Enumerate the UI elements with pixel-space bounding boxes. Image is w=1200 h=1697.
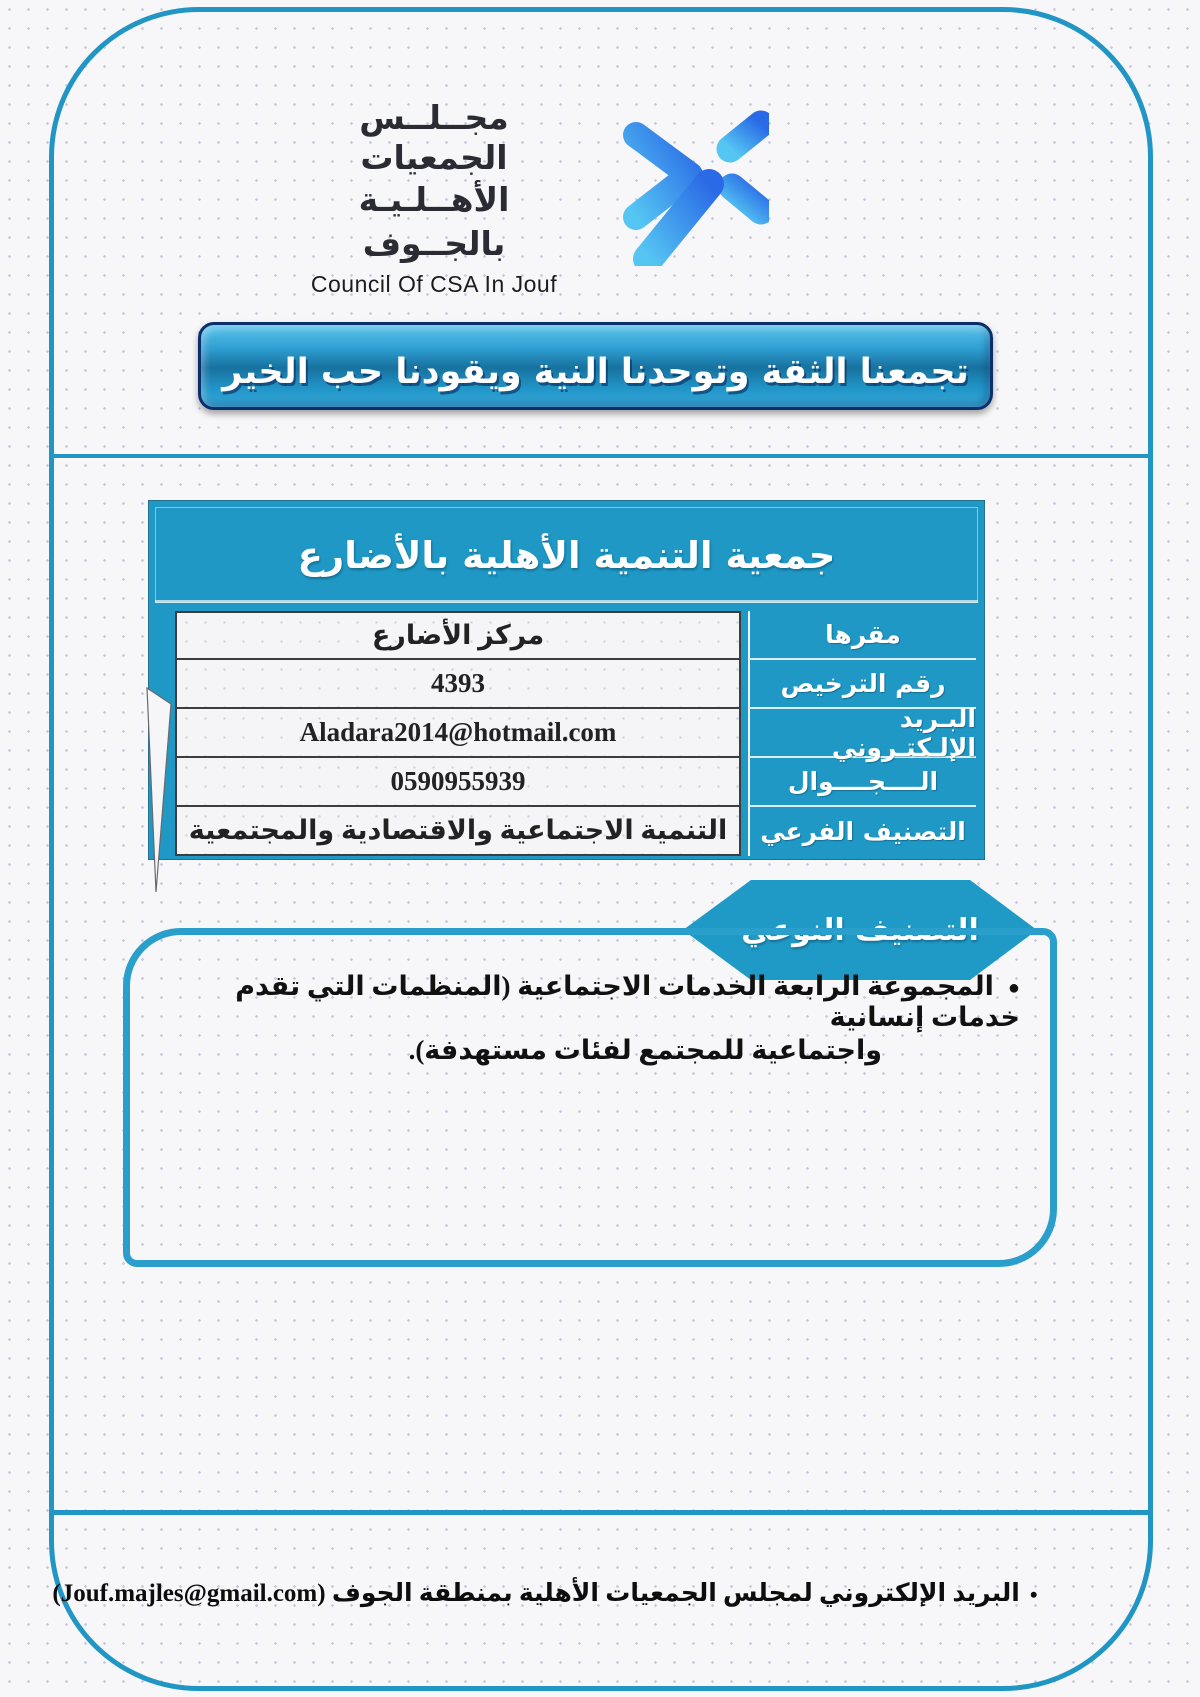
council-logo-text: [283, 98, 585, 302]
bottom-divider-line: [50, 1510, 1152, 1515]
bullet-icon: ●: [1007, 977, 1020, 1000]
table-cell-label: رقم الترخيص: [748, 660, 976, 709]
logo-arabic-line1: مجــلــس الجمعيات: [359, 98, 509, 177]
bullet-icon: •: [1029, 1582, 1038, 1608]
table-cell-label: مقرها: [748, 611, 976, 660]
classification-text-line1: [140, 971, 1020, 1033]
table-row: [149, 807, 984, 856]
logo-english-name: Council Of CSA In Jouf: [310, 271, 558, 297]
top-divider-line: [50, 454, 1152, 458]
table-cell-value: التنمية الاجتماعية والاقتصادية والمجتمعية: [175, 807, 741, 856]
table-cell-label: التصنيف الفرعي: [748, 807, 976, 856]
motto-banner: [198, 322, 993, 410]
footer-note: [0, 1578, 1090, 1608]
table-row: [149, 660, 984, 709]
page-curl-decoration: [145, 686, 175, 896]
table-row: [149, 703, 984, 762]
table-cell-value: Aladara2014@hotmail.com: [175, 709, 741, 758]
footer-text: البريد الإلكتروني لمجلس الجمعيات الأهلية بمنطقة الجوف (Jouf.majles@gmail.com): [52, 1580, 1020, 1607]
classification-line1-text: المجموعة الرابعة الخدمات الاجتماعية (المنظمات التي تقدم خدمات إنسانية: [235, 971, 1020, 1032]
table-cell-value: مركز الأضارع: [175, 611, 741, 660]
logo-arabic-line2: الأهــلـيـة بالجــوف: [358, 180, 510, 263]
table-cell-label: البـريد الإلـكتـروني: [748, 709, 976, 758]
table-cell-value: 4393: [175, 660, 741, 709]
classification-box: [123, 928, 1057, 1267]
motto-text: تجمعنا الثقة وتوحدنا النية ويقودنا حب الخير: [222, 352, 969, 392]
table-title: جمعية التنمية الأهلية بالأضارع: [155, 507, 978, 603]
table-row: [149, 611, 984, 660]
table-cell-value: 0590955939: [175, 758, 741, 807]
association-info-table: [148, 500, 985, 860]
classification-text-line2: واجتماعية للمجتمع لفئات مستهدفة).: [408, 1035, 882, 1065]
council-logo-icon: [583, 76, 769, 266]
hexagon-label: التصنيف النوعي: [741, 912, 979, 948]
table-row: [149, 758, 984, 807]
table-cell-label: الــــجــــوال: [748, 758, 976, 807]
